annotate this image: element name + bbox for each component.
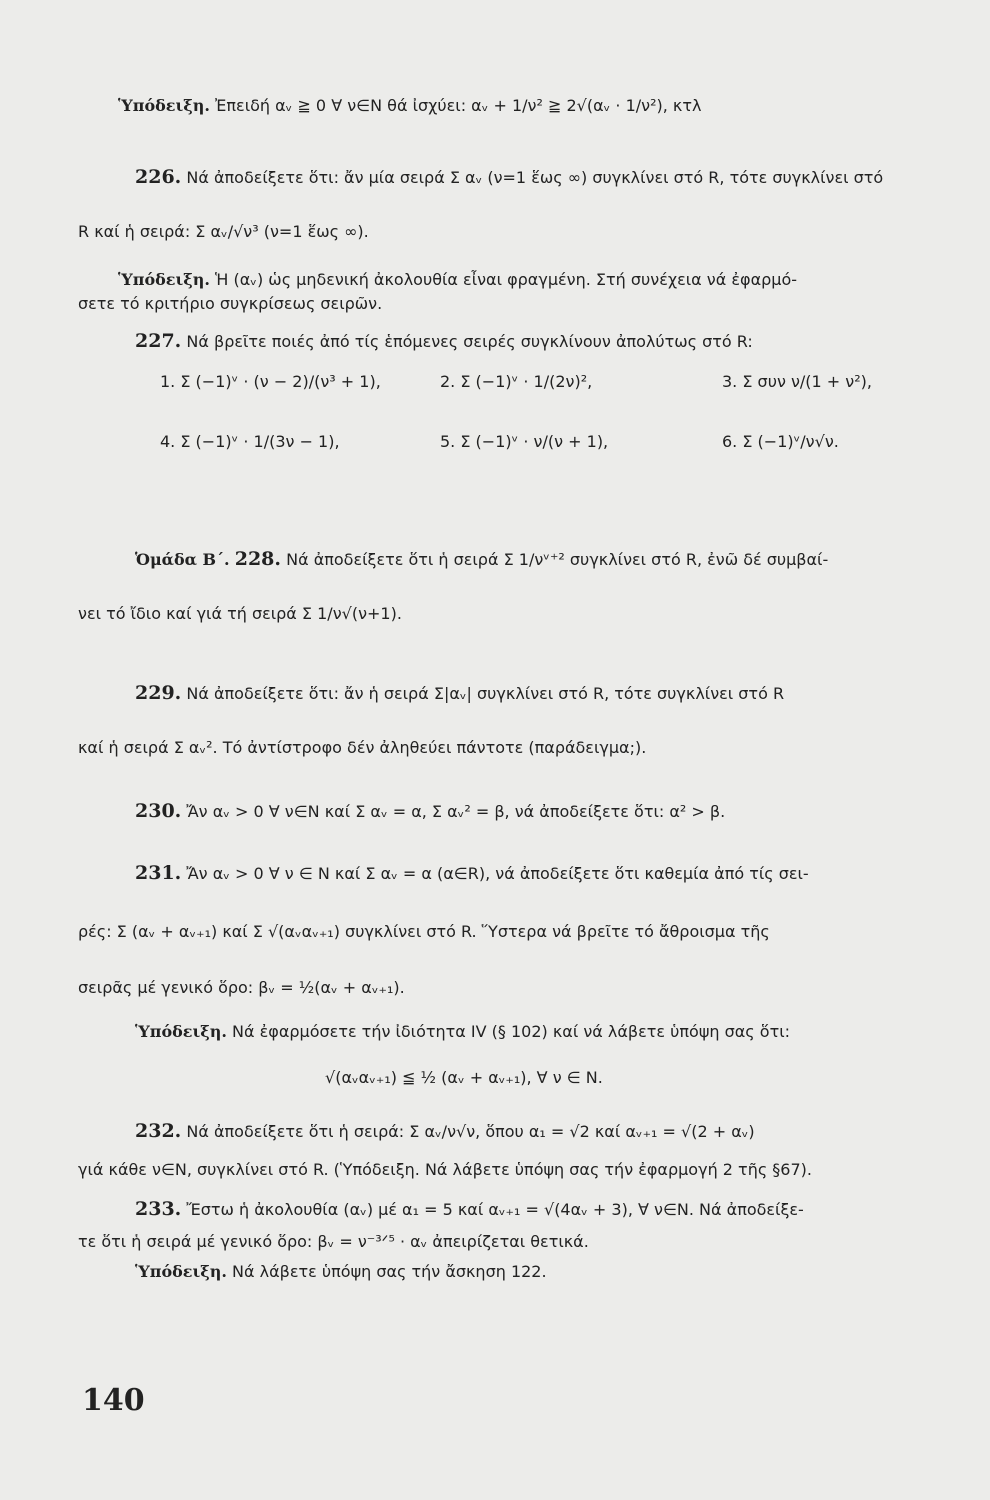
exercise-text: γιά κάθε ν∈N, συγκλίνει στό R. (Ὑπόδειξη. Νά λάβετε ὑπόψη σας τήν ἐφαρμογή 2 τῆς §67). — [78, 1160, 812, 1179]
exercise-231-hint-formula — [325, 1068, 603, 1087]
hint-text: Ἐπειδή αᵥ ≧ 0 ∀ ν∈N θά ἰσχύει: αᵥ + 1/ν² ≧ 2√(αᵥ · 1/ν²), κτλ — [215, 96, 702, 115]
hint-label: Ὑπόδειξη. — [118, 270, 210, 289]
exercise-number: 229. — [135, 682, 182, 704]
exercise-number: 228. — [234, 548, 281, 570]
exercise-text: ρές: Σ (αᵥ + αᵥ₊₁) καί Σ √(αᵥαᵥ₊₁) συγκλίνει στό R. Ὕστερα νά βρεῖτε τό ἄθροισμα τῆς — [78, 922, 770, 941]
exercise-text: σειρᾶς μέ γενικό ὅρο: βᵥ = ½(αᵥ + αᵥ₊₁). — [78, 978, 405, 997]
hint-text: Ἡ (αᵥ) ὡς μηδενική ἀκολουθία εἶναι φραγμένη. Στή συνέχεια νά ἐφαρμό- — [215, 270, 798, 289]
exercise-text: καί ἡ σειρά Σ αᵥ². Τό ἀντίστροφο δέν ἀληθεύει πάντοτε (παράδειγμα;). — [78, 738, 647, 757]
exercise-228-line2 — [78, 604, 402, 623]
exercise-233-line2 — [78, 1232, 589, 1251]
exercise-231-line1 — [135, 862, 809, 884]
exercise-229-line1 — [135, 682, 784, 704]
exercise-228-line1 — [135, 548, 828, 570]
top-hint-line — [118, 96, 701, 115]
exercise-231-hint — [135, 1022, 790, 1041]
hint-label: Ὑπόδειξη. — [118, 96, 210, 115]
exercise-227-line1 — [135, 330, 753, 352]
exercise-231-line2 — [78, 922, 770, 941]
hint-text: σετε τό κριτήριο συγκρίσεως σειρῶν. — [78, 294, 383, 313]
page-number: 140 — [82, 1383, 145, 1418]
exercise-number: 230. — [135, 800, 182, 822]
exercise-number: 233. — [135, 1198, 182, 1220]
exercise-text: τε ὅτι ἡ σειρά μέ γενικό ὅρο: βᵥ = ν⁻³ᐟ⁵ · αᵥ ἀπειρίζεται θετικά. — [78, 1232, 589, 1251]
exercise-text: νει τό ἴδιο καί γιά τή σειρά Σ 1/ν√(ν+1). — [78, 604, 402, 623]
exercise-text: Ἄν αᵥ > 0 ∀ ν∈N καί Σ αᵥ = α, Σ αᵥ² = β, νά ἀποδείξετε ὅτι: α² > β. — [186, 802, 726, 821]
exercise-text: Ἔστω ἡ ἀκολουθία (αᵥ) μέ α₁ = 5 καί αᵥ₊₁ = √(4αᵥ + 3), ∀ ν∈N. Νά ἀποδείξε- — [186, 1200, 804, 1219]
series-item-5: 5. Σ (−1)ᵛ · ν/(ν + 1), — [440, 432, 609, 451]
hint-label: Ὑπόδειξη. — [135, 1022, 227, 1041]
hint-formula: √(αᵥαᵥ₊₁) ≦ ½ (αᵥ + αᵥ₊₁), ∀ ν ∈ N. — [325, 1068, 603, 1087]
exercise-226-line1 — [135, 166, 883, 188]
exercise-text: Νά ἀποδείξετε ὅτι: ἄν μία σειρά Σ αᵥ (ν=1 ἕως ∞) συγκλίνει στό R, τότε συγκλίνει στό — [186, 168, 884, 187]
series-item-4: 4. Σ (−1)ᵛ · 1/(3ν − 1), — [160, 432, 340, 451]
exercise-text: Ἄν αᵥ > 0 ∀ ν ∈ N καί Σ αᵥ = α (α∈R), νά ἀποδείξετε ὅτι καθεμία ἀπό τίς σει- — [186, 864, 809, 883]
exercise-number: 226. — [135, 166, 182, 188]
exercise-233-line1 — [135, 1198, 804, 1220]
exercise-232-line2 — [78, 1160, 812, 1179]
exercise-226-hint1 — [118, 270, 797, 289]
series-item-2: 2. Σ (−1)ᵛ · 1/(2ν)², — [440, 372, 593, 391]
hint-label: Ὑπόδειξη. — [135, 1262, 227, 1281]
group-label: Ὁμάδα Β΄. — [135, 550, 230, 569]
exercise-number: 227. — [135, 330, 182, 352]
exercise-text: Νά βρεῖτε ποιές ἀπό τίς ἑπόμενες σειρές συγκλίνουν ἀπολύτως στό R: — [186, 332, 753, 351]
exercise-226-line2 — [78, 222, 369, 241]
series-item-6: 6. Σ (−1)ᵛ/ν√ν. — [722, 432, 839, 451]
exercise-230-line1 — [135, 800, 725, 822]
exercise-number: 231. — [135, 862, 182, 884]
hint-text: Νά λάβετε ὑπόψη σας τήν ἄσκηση 122. — [232, 1262, 547, 1281]
exercise-232-line1 — [135, 1120, 755, 1142]
exercise-229-line2 — [78, 738, 646, 757]
exercise-text: R καί ἡ σειρά: Σ αᵥ/√ν³ (ν=1 ἕως ∞). — [78, 222, 369, 241]
series-item-1: 1. Σ (−1)ᵛ · (ν − 2)/(ν³ + 1), — [160, 372, 381, 391]
exercise-text: Νά ἀποδείξετε ὅτι ἡ σειρά: Σ αᵥ/ν√ν, ὅπου α₁ = √2 καί αᵥ₊₁ = √(2 + αᵥ) — [186, 1122, 755, 1141]
exercise-number: 232. — [135, 1120, 182, 1142]
hint-text: Νά ἐφαρμόσετε τήν ἰδιότητα IV (§ 102) καί νά λάβετε ὑπόψη σας ὅτι: — [232, 1022, 791, 1041]
exercise-226-hint2 — [78, 294, 382, 313]
exercise-233-hint — [135, 1262, 547, 1281]
exercise-text: Νά ἀποδείξετε ὅτι: ἄν ἡ σειρά Σ|αᵥ| συγκλίνει στό R, τότε συγκλίνει στό R — [186, 684, 785, 703]
series-item-3: 3. Σ συν ν/(1 + ν²), — [722, 372, 872, 391]
exercise-text: Νά ἀποδείξετε ὅτι ἡ σειρά Σ 1/νᵛ⁺² συγκλίνει στό R, ἐνῶ δέ συμβαί- — [286, 550, 829, 569]
exercise-231-line3 — [78, 978, 405, 997]
